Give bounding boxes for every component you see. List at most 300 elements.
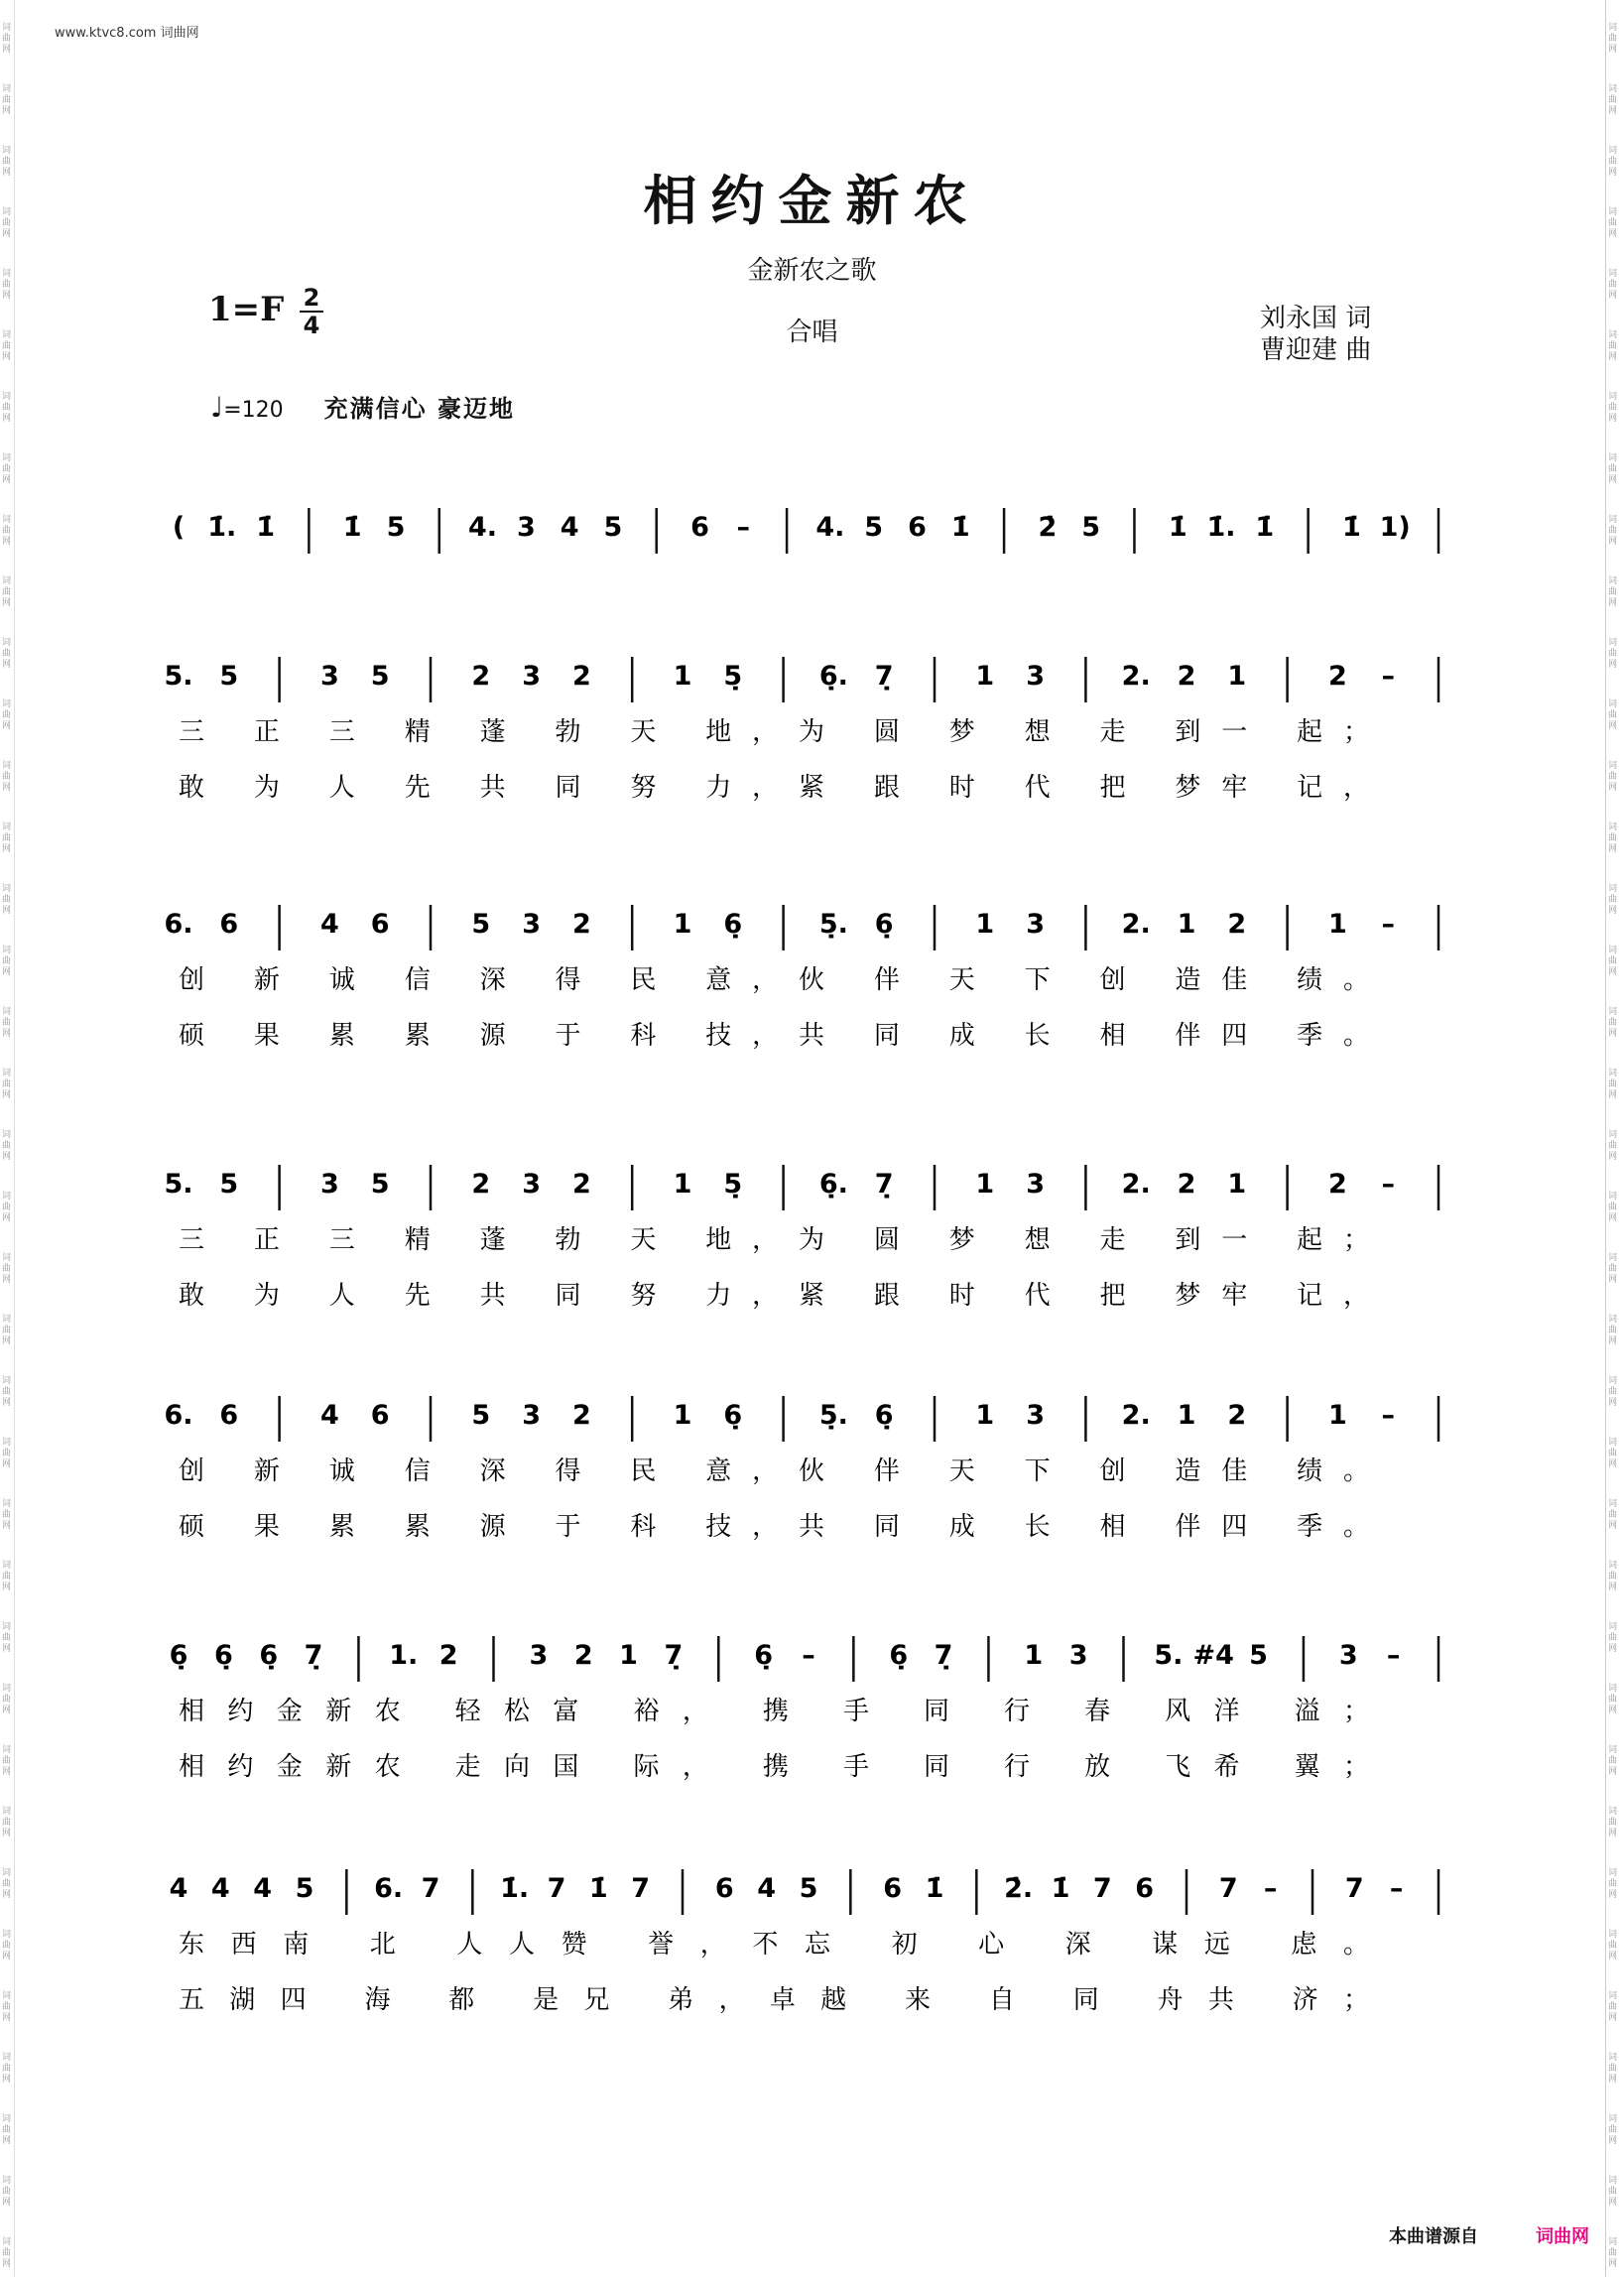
watermark-char: 词 [1608,699,1618,709]
watermark-char: 曲 [1608,1572,1618,1581]
lyric-line: 三 正 三 精 蓬 勃 天 地，为 圆 梦 想 走 到一 起； [179,717,1369,747]
score-note: 6̣. [818,661,848,692]
score-note: 1 [1328,1400,1347,1431]
watermark-char: 网 [1608,1336,1618,1346]
score-note: 1̇ [1342,512,1361,543]
watermark-char: 词 [2,2114,12,2124]
watermark-char: 网 [1608,1829,1618,1838]
score-note: – [1381,1400,1395,1431]
score-note: 6̣ [723,1400,743,1431]
watermark-char: 曲 [2,1018,12,1028]
watermark-char: 网 [2,721,12,731]
watermark-char: 词 [2,1253,12,1263]
watermark-char: 词 [2,699,12,709]
watermark-char: 曲 [1608,2187,1618,2197]
score-note: 1 [1177,909,1196,940]
watermark-char: 曲 [2,2187,12,2197]
watermark-char: 曲 [2,1264,12,1274]
watermark-char: 网 [1608,721,1618,731]
score-note: 3 [320,661,339,692]
watermark-char: 网 [1608,352,1618,362]
watermark-char: 词 [1608,1130,1618,1140]
watermark-char: 词 [2,884,12,894]
score-note: 2 [471,661,491,692]
score-note: 5̣ [723,661,743,692]
watermark-char: 网 [2,2013,12,2023]
watermark-char: 曲 [1608,1326,1618,1335]
watermark-char: 词 [2,1007,12,1017]
score-note: 3 [516,512,536,543]
score-note: 1̇ [588,1873,608,1904]
watermark-char: 词 [2,638,12,648]
lyricist-credit: 刘永国 词 [1260,304,1372,333]
score-note: 3 [522,1400,541,1431]
watermark-char: 网 [2,1890,12,1900]
watermark-char: 词 [1608,1253,1618,1263]
watermark-char: 网 [2,1829,12,1838]
lyric-line: 三 正 三 精 蓬 勃 天 地，为 圆 梦 想 走 到一 起； [179,1225,1369,1255]
watermark-char: 网 [2,660,12,670]
watermark-char: 曲 [1608,2125,1618,2135]
watermark-char: 词 [2,146,12,156]
watermark-char: 网 [2,906,12,916]
score-note: 7̣ [934,1640,953,1671]
lyric-line: 五湖四 海 都 是兄 弟，卓越 来 自 同 舟共 济； [179,1985,1370,2015]
score-note: 5̣ [723,1169,743,1200]
watermark-char: 网 [1608,537,1618,547]
lyric-line: 敢 为 人 先 共 同 努 力，紧 跟 时 代 把 梦牢 记， [179,773,1369,803]
score-note: 7̣ [664,1640,684,1671]
watermark-char: 网 [2,1644,12,1654]
watermark-char: 曲 [1608,280,1618,290]
score-note: 1 [673,909,692,940]
watermark-char: 曲 [1608,772,1618,782]
watermark-char: 词 [2,1622,12,1632]
watermark-char: 曲 [2,1079,12,1089]
score-note: – [1381,1169,1395,1200]
key-signature: 1=F [208,290,285,329]
score-note: 6̣. [818,1169,848,1200]
quarter-note-icon: ♩ [210,391,224,424]
watermark-char: 曲 [1608,587,1618,597]
watermark-char: 网 [1608,906,1618,916]
score-note: 7̣ [874,661,894,692]
lyric-line: 相约金新农 走向国 际， 携 手 同 行 放 飞希 翼； [179,1752,1370,1782]
watermark-char: 曲 [2,95,12,105]
score-note: 6 [1135,1873,1155,1904]
score-note: 7 [1344,1873,1364,1904]
score-note: 1 [1227,1169,1247,1200]
watermark-char: 曲 [1608,341,1618,351]
watermark-char: 词 [2,822,12,832]
watermark-char: 曲 [1608,157,1618,167]
watermark-char: 曲 [1608,1387,1618,1397]
watermark-char: 词 [2,1930,12,1940]
time-sig-bottom: 4 [303,312,320,339]
score-note: 1 [1177,1400,1196,1431]
score-note: 1. [389,1640,419,1671]
watermark-char: 网 [2,1398,12,1408]
watermark-char: 网 [2,352,12,362]
watermark-char: 曲 [2,1695,12,1705]
watermark-char: 词 [2,2176,12,2186]
watermark-char: 网 [1608,1890,1618,1900]
score-note: 4. [468,512,498,543]
watermark-char: 曲 [1608,833,1618,843]
watermark-char: 词 [1608,946,1618,955]
watermark-char: 词 [2,515,12,525]
watermark-char: 词 [1608,1438,1618,1448]
score-note: 6. [164,1400,193,1431]
lyric-line: 硕 果 累 累 源 于 科 技，共 同 成 长 相 伴四 季。 [179,1021,1369,1051]
watermark-char: 词 [2,946,12,955]
score-note: 7 [631,1873,651,1904]
score-note: 6̣ [169,1640,188,1671]
watermark-char: 词 [2,1561,12,1571]
watermark-char: 曲 [1608,649,1618,659]
watermark-char: 词 [1608,1868,1618,1878]
watermark-char: 网 [2,2198,12,2208]
watermark-char: 曲 [1608,1756,1618,1766]
score-note: 2 [438,1640,458,1671]
watermark-char: 网 [2,2259,12,2269]
watermark-char: 曲 [2,403,12,413]
watermark-char: 网 [2,229,12,239]
watermark-char: 曲 [1608,526,1618,536]
watermark-char: 网 [2,1459,12,1469]
score-note: 6 [370,1400,390,1431]
score-note: 1 [673,661,692,692]
score-note: 1 [673,1169,692,1200]
watermark-char: 网 [2,1952,12,1961]
watermark-char: 网 [1608,45,1618,55]
score-note: 3 [1026,909,1045,940]
score-note: 4 [169,1873,188,1904]
watermark-char: 曲 [1608,1202,1618,1212]
watermark-char: 曲 [1608,1879,1618,1889]
watermark-char: 词 [2,1684,12,1694]
watermark-char: 曲 [2,1326,12,1335]
score-note: – [736,512,751,543]
score-note: 7 [547,1873,566,1904]
watermark-char: 曲 [2,2248,12,2258]
watermark-char: 词 [2,1069,12,1078]
score-note: 3 [522,661,541,692]
watermark-char: 词 [1608,207,1618,217]
score-note: 6. [374,1873,404,1904]
song-subtitle: 金新农之歌 [747,256,877,286]
watermark-char: 曲 [1608,1141,1618,1151]
score-note: 3 [1026,1169,1045,1200]
score-note: 1 [1227,661,1247,692]
score-note: 1 [619,1640,638,1671]
score-note: 2 [1328,661,1347,692]
score-note: 5 [471,1400,491,1431]
score-note: 7 [421,1873,440,1904]
watermark-char: 曲 [2,833,12,843]
watermark-char: 网 [1608,2075,1618,2085]
watermark-char: 网 [1608,168,1618,178]
watermark-char: 词 [1608,1684,1618,1694]
watermark-char: 曲 [1608,1079,1618,1089]
watermark-char: 网 [1608,2136,1618,2146]
watermark-char: 词 [2,1315,12,1325]
score-note: 2 [572,661,591,692]
watermark-char: 词 [2,1192,12,1202]
watermark-char: 词 [1608,1991,1618,2001]
watermark-char: 词 [1608,2176,1618,2186]
watermark-char: 网 [2,1213,12,1223]
watermark-char: 曲 [2,280,12,290]
watermark-char: 网 [1608,1029,1618,1039]
lyric-line: 创 新 诚 信 深 得 民 意，伙 伴 天 下 创 造佳 绩。 [179,1456,1369,1486]
score-note: 3 [522,909,541,940]
watermark-char: 曲 [1608,956,1618,966]
watermark-char: 网 [1608,783,1618,793]
watermark-char: 词 [2,2237,12,2247]
watermark-char: 网 [1608,967,1618,977]
watermark-char: 曲 [1608,1449,1618,1458]
watermark-char: 网 [1608,1952,1618,1961]
watermark-char: 网 [1608,2259,1618,2269]
watermark-char: 曲 [2,1941,12,1951]
performance-type: 合唱 [786,317,838,347]
watermark-char: 词 [1608,884,1618,894]
watermark-char: 曲 [2,1449,12,1458]
watermark-char: 词 [2,269,12,279]
watermark-char: 曲 [2,1510,12,1520]
watermark-char: 曲 [2,956,12,966]
watermark-char: 曲 [2,2002,12,2012]
score-note: 3 [1026,661,1045,692]
watermark-char: 词 [2,2053,12,2063]
score-note: 3 [1026,1400,1045,1431]
watermark-char: 词 [1608,1007,1618,1017]
watermark-char: 曲 [2,1879,12,1889]
score-note: – [1381,909,1395,940]
score-note: 5̣. [818,909,848,940]
score-note: 5. [164,1169,193,1200]
watermark-char: 词 [1608,392,1618,402]
score-note: 1 [1024,1640,1044,1671]
score-note: 4. [815,512,845,543]
score-note: ( [172,512,186,543]
score-note: 6̣ [213,1640,233,1671]
score-note: 1 [975,1400,995,1431]
watermark-char: 词 [2,1376,12,1386]
watermark-char: 曲 [1608,1510,1618,1520]
watermark-char: 网 [1608,1090,1618,1100]
watermark-char: 网 [1608,1213,1618,1223]
watermark-char: 词 [1608,1499,1618,1509]
watermark-char: 网 [2,967,12,977]
score-note: 1 [975,661,995,692]
watermark-char: 网 [1608,598,1618,608]
watermark-char: 曲 [1608,95,1618,105]
watermark-char: 网 [1608,1521,1618,1531]
watermark-char: 网 [2,598,12,608]
watermark-char: 网 [1608,414,1618,424]
watermark-char: 词 [1608,23,1618,33]
score-note: 6 [370,909,390,940]
watermark-char: 曲 [1608,218,1618,228]
watermark-char: 词 [2,1745,12,1755]
footer-brand-link[interactable]: 词曲网 [1536,2226,1589,2247]
score-note: 2 [1328,1169,1347,1200]
watermark-char: 词 [1608,453,1618,463]
score-note: 2 [1177,661,1196,692]
score-note: 6. [164,909,193,940]
watermark-char: 曲 [1608,1818,1618,1828]
watermark-char: 曲 [1608,895,1618,905]
watermark-char: 网 [2,291,12,301]
watermark-char: 曲 [2,1202,12,1212]
score-note: 1 [673,1400,692,1431]
watermark-char: 曲 [2,218,12,228]
score-note: 1̇ [1051,1873,1070,1904]
lyric-line: 东西南 北 人人赞 誉，不忘 初 心 深 谋远 虑。 [179,1930,1370,1960]
watermark-char: 词 [2,23,12,33]
score-note: 2 [1227,909,1247,940]
watermark-char: 网 [1608,1459,1618,1469]
score-note: – [1263,1873,1278,1904]
watermark-char: 网 [1608,475,1618,485]
time-sig-top: 2 [303,284,320,312]
watermark-char: 词 [2,84,12,94]
score-note: 1̇. [500,1873,530,1904]
score-note: 1 [1328,909,1347,940]
score-note: 1̇ [256,512,275,543]
score-note: 1 [975,1169,995,1200]
watermark-char: 网 [2,1090,12,1100]
watermark-char: 网 [2,1521,12,1531]
score-note: 3 [1068,1640,1088,1671]
watermark-char: 网 [1608,1644,1618,1654]
watermark-char: 词 [2,1130,12,1140]
watermark-char: 曲 [2,895,12,905]
score-note: 6 [219,909,239,940]
lyric-line: 相约金新农 轻松富 裕， 携 手 同 行 春 风洋 溢； [179,1697,1370,1726]
score-note: – [1381,661,1395,692]
watermark-char: 网 [2,168,12,178]
watermark-char: 网 [2,844,12,854]
watermark-char: 词 [1608,1192,1618,1202]
score-note: – [1389,1873,1404,1904]
watermark-char: 词 [1608,146,1618,156]
watermark-char: 网 [1608,1582,1618,1592]
watermark-char: 网 [2,1767,12,1777]
score-note: 5 [386,512,406,543]
watermark-char: 词 [2,1868,12,1878]
score-note: 6 [714,1873,734,1904]
score-note: 2 [572,909,591,940]
score-note: 6 [219,1400,239,1431]
watermark-char: 词 [2,1438,12,1448]
score-note: 5 [799,1873,818,1904]
song-title: 相约金新农 [643,169,981,232]
score-note: 4 [210,1873,230,1904]
score-note: 2 [1227,1400,1247,1431]
score-note: – [1386,1640,1401,1671]
watermark-char: 曲 [2,341,12,351]
watermark-char: 曲 [2,34,12,44]
watermark-char: 网 [1608,1398,1618,1408]
watermark-char: 词 [1608,2237,1618,2247]
watermark-char: 曲 [2,710,12,720]
watermark-char: 词 [1608,761,1618,771]
score-note: 2̇ [1038,512,1058,543]
watermark-char: 曲 [2,526,12,536]
score-note: 2. [1121,1400,1151,1431]
score-note: 6̣ [259,1640,279,1671]
watermark-char: 网 [2,1029,12,1039]
watermark-char: 网 [1608,844,1618,854]
score-note: 5̣. [818,1400,848,1431]
score-note: 5. [164,661,193,692]
score-note: 2̇. [1004,1873,1034,1904]
watermark-char: 网 [2,1706,12,1715]
watermark-char: 网 [1608,1767,1618,1777]
watermark-char: 网 [2,2075,12,2085]
watermark-char: 曲 [1608,710,1618,720]
watermark-char: 曲 [1608,1018,1618,1028]
watermark-char: 曲 [1608,2248,1618,2258]
watermark-char: 网 [2,1336,12,1346]
score-note: 6 [908,512,927,543]
watermark-char: 词 [2,1807,12,1817]
score-note: 3 [522,1169,541,1200]
watermark-char: 曲 [1608,1633,1618,1643]
watermark-char: 曲 [1608,1695,1618,1705]
site-url[interactable]: www.ktvc8.com 词曲网 [55,26,199,41]
score-note: 2 [572,1400,591,1431]
watermark-char: 曲 [2,1818,12,1828]
watermark-char: 词 [2,1991,12,2001]
score-note: 5 [864,512,884,543]
watermark-char: 词 [1608,1376,1618,1386]
watermark-char: 曲 [2,649,12,659]
score-note: 7 [1218,1873,1238,1904]
score-note: 7̣ [874,1169,894,1200]
score-note: 4 [757,1873,777,1904]
watermark-char: 曲 [2,1633,12,1643]
watermark-char: 词 [1608,2053,1618,2063]
watermark-char: 词 [2,392,12,402]
watermark-char: 词 [1608,1561,1618,1571]
score-note: 7 [1092,1873,1112,1904]
watermark-char: 词 [1608,515,1618,525]
score-note: 2. [1121,909,1151,940]
watermark-char: 词 [1608,822,1618,832]
watermark-char: 网 [1608,291,1618,301]
watermark-char: 词 [2,330,12,340]
watermark-char: 网 [1608,660,1618,670]
lyric-line: 敢 为 人 先 共 同 努 力，紧 跟 时 代 把 梦牢 记， [179,1281,1369,1311]
score-note: 6̣ [874,909,894,940]
watermark-char: 网 [1608,1152,1618,1162]
watermark-char: 网 [2,1275,12,1285]
tempo-value: =120 [223,398,284,423]
watermark-char: 词 [1608,638,1618,648]
watermark-char: 词 [2,207,12,217]
watermark-char: 词 [1608,1930,1618,1940]
score-note: 2 [572,1169,591,1200]
watermark-char: 网 [2,2136,12,2146]
watermark-char: 曲 [2,1756,12,1766]
watermark-char: 曲 [1608,1264,1618,1274]
watermark-char: 词 [1608,2114,1618,2124]
score-note: 4 [320,909,339,940]
